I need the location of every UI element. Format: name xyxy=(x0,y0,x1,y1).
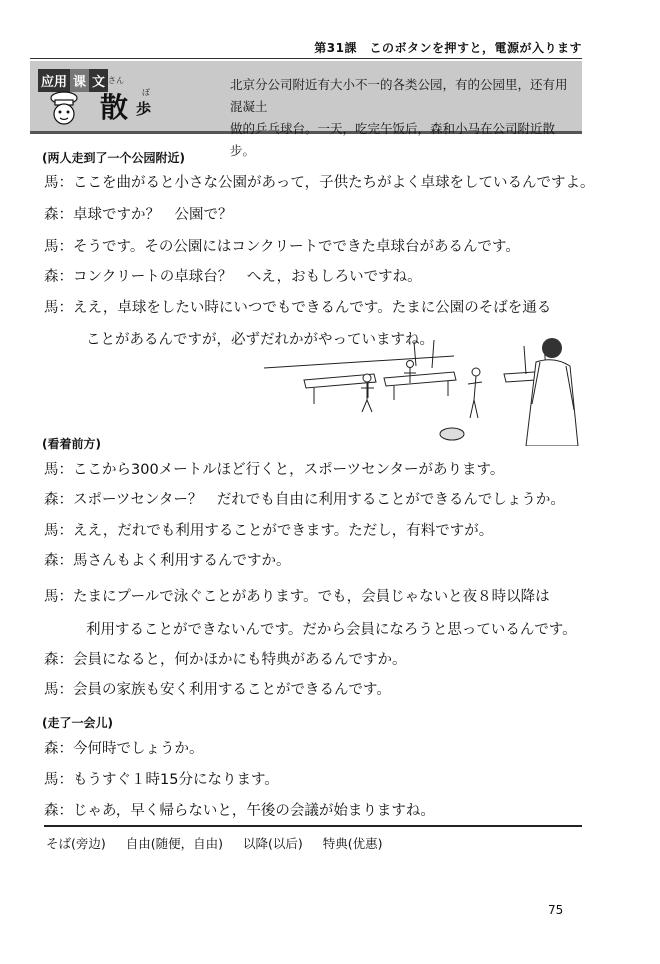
dialogue-line-16: 馬：もうすぐ１時15分になります。 xyxy=(44,772,279,788)
dialogue-line-13: 森：会員になると，何かほかにも特典があるんですか。 xyxy=(44,652,407,668)
dialogue-line-1: 馬：ここを曲がると小さな公園があって，子供たちがよく卓球をしているんですよ。 xyxy=(44,175,595,191)
tag-part-1: 应用 xyxy=(38,69,70,92)
title-furigana-2: ぽ xyxy=(142,88,150,97)
vocab-list xyxy=(46,834,399,852)
dialogue-line-4: 森：コンクリートの卓球台？ へえ，おもしろいですね。 xyxy=(44,269,422,285)
intro-line-2: 做的乒乓球台。一天，吃完午饭后，森和小马在公司附近散步。 xyxy=(230,121,556,158)
dialogue-line-8: 森：スポーツセンター？ だれでも自由に利用することができるんでしょうか。 xyxy=(44,492,565,508)
dialogue-line-17: 森：じゃあ，早く帰らないと，午後の会議が始まりますね。 xyxy=(44,803,435,819)
chef-icon xyxy=(48,91,80,125)
section-heading-3: (走了一会儿) xyxy=(42,716,113,730)
section-heading-2: (看着前方) xyxy=(42,437,101,451)
dialogue-line-11: 馬：たまにプールで泳ぐことがあります。でも，会員じゃないと夜８時以降は xyxy=(44,589,550,605)
vocab-item-4: 特典(优惠) xyxy=(322,836,383,851)
banner-tag xyxy=(38,69,108,92)
dialogue-line-12: 利用することができないんです。だから会員になろうと思っているんです。 xyxy=(86,622,577,638)
tag-part-2: 课 xyxy=(70,69,89,92)
ping-pong-park-illustration xyxy=(264,338,582,446)
intro-line-1: 北京分公司附近有大小不一的各类公园，有的公园里，还有用混凝土 xyxy=(230,77,568,114)
dialogue-line-14: 馬：会員の家族も安く利用することができるんです。 xyxy=(44,682,391,698)
dialogue-line-15: 森：今何時でしょうか。 xyxy=(44,741,204,757)
lesson-intro xyxy=(230,74,575,162)
dialogue-line-7: 馬：ここから300メートルほど行くと，スポーツセンターがあります。 xyxy=(44,462,505,478)
dialogue-line-2: 森：卓球ですか？ 公園で？ xyxy=(44,207,233,223)
vocab-item-1: そば(旁边) xyxy=(46,836,106,851)
dialogue-line-9: 馬：ええ，だれでも利用することができます。ただし，有料ですが。 xyxy=(44,523,494,539)
vocab-item-3: 以降(以后) xyxy=(243,836,303,851)
title-furigana-1: さん xyxy=(108,76,124,85)
tag-part-3: 文 xyxy=(89,69,108,92)
page-number: 75 xyxy=(548,903,564,917)
lesson-header: 第31課 このボタンを押すと，電源が入ります xyxy=(314,41,582,55)
header-divider xyxy=(30,58,582,59)
dialogue-line-6: ことがあるんですが，必ずだれかがやっていますね。 xyxy=(86,332,434,348)
dialogue-line-10: 森：馬さんもよく利用するんですか。 xyxy=(44,553,291,569)
dialogue-line-5: 馬：ええ，卓球をしたい時にいつでもできるんです。たまに公園のそばを通る xyxy=(44,300,552,316)
vocab-item-2: 自由(随便，自由) xyxy=(125,836,224,851)
lesson-title-sub: 歩 xyxy=(136,100,152,118)
dialogue-line-3: 馬：そうです。その公園にはコンクリートでできた卓球台があるんです。 xyxy=(44,239,520,255)
section-heading-1: (两人走到了一个公园附近) xyxy=(42,151,185,165)
vocab-divider xyxy=(44,825,582,827)
lesson-title-main: 散 xyxy=(100,91,129,124)
